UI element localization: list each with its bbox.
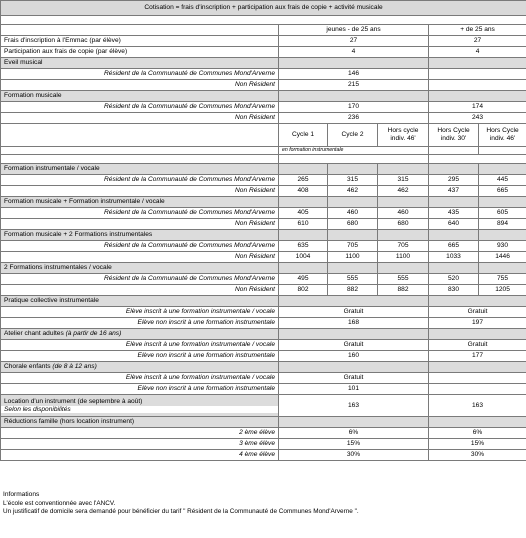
fm-nonres-plus: 243 — [429, 113, 526, 124]
value-cell: 705 — [328, 241, 378, 252]
nonresident-label: Non Résident — [1, 80, 279, 91]
copie-plus: 4 — [429, 47, 526, 58]
value-cell: 610 — [279, 219, 328, 230]
nonresident-label: Non Résident — [1, 252, 279, 263]
eveil-nonres: 215 — [279, 80, 429, 91]
reductions-label: Réductions famille (hors location instrument) — [1, 417, 279, 428]
eveil-section — [1, 58, 526, 69]
location-sub: Selon les disponibilités — [1, 406, 278, 414]
age-header-row — [1, 25, 526, 36]
value-cell: 665 — [479, 186, 526, 197]
copie-jeunes: 4 — [279, 47, 429, 58]
chant-noninscrit-label: Elève non inscrit à une formation instrumentale — [1, 351, 279, 362]
chorale-noninscrit-label: Elève non inscrit à une formation instrumentale — [1, 384, 279, 395]
value-cell: 555 — [378, 274, 429, 285]
notes — [3, 491, 359, 516]
value-cell: 495 — [279, 274, 328, 285]
cycles-note-row — [1, 147, 526, 155]
instr-res-row — [1, 208, 526, 219]
resident-label: Résident de la Communauté de Communes Mond'Arverne — [1, 175, 279, 186]
frais-plus: 27 — [429, 36, 526, 47]
value-cell: 894 — [479, 219, 526, 230]
chorale-gratuit: Gratuit — [279, 373, 429, 384]
chorale-inscrit-label: Elève inscrit à une formation instrumentale / vocale — [1, 373, 279, 384]
instr-nonres-row — [1, 219, 526, 230]
value-cell: 635 — [279, 241, 328, 252]
value-cell: 1205 — [479, 285, 526, 296]
value-cell: 460 — [378, 208, 429, 219]
reduction-jeunes: 30% — [279, 450, 429, 461]
chant-gratuit-jeunes: Gratuit — [279, 340, 429, 351]
instr-nonres-row — [1, 252, 526, 263]
resident-label: Résident de la Communauté de Communes Mond'Arverne — [1, 274, 279, 285]
chorale-note: (de 8 à 12 ans) — [52, 363, 97, 371]
instr-nonres-row — [1, 186, 526, 197]
reduction-label: 2 ème élève — [1, 428, 279, 439]
nonresident-label: Non Résident — [1, 285, 279, 296]
instr-section — [1, 230, 526, 241]
location-plus: 163 — [429, 395, 526, 417]
pratique-noninscrit-row — [1, 318, 526, 329]
value-cell: 520 — [429, 274, 479, 285]
value-cell: 680 — [378, 219, 429, 230]
instr-label: Formation musicale + Formation instrumentale / vocale — [1, 197, 279, 208]
reduction-plus: 15% — [429, 439, 526, 450]
value-cell: 462 — [328, 186, 378, 197]
instr-res-row — [1, 241, 526, 252]
value-cell: 1033 — [429, 252, 479, 263]
pratique-inscrit-row — [1, 307, 526, 318]
chant-jeunes: 160 — [279, 351, 429, 362]
reduction-jeunes: 6% — [279, 428, 429, 439]
value-cell: 295 — [429, 175, 479, 186]
reduction-plus: 30% — [429, 450, 526, 461]
reduction-label: 3 ème élève — [1, 439, 279, 450]
value-cell: 802 — [279, 285, 328, 296]
chant-gratuit-plus: Gratuit — [429, 340, 526, 351]
location-row — [1, 395, 526, 417]
reduction-row — [1, 450, 526, 461]
value-cell: 460 — [328, 208, 378, 219]
hc46-header: Hors cycle indiv. 46' — [378, 124, 429, 147]
instr-section — [1, 197, 526, 208]
value-cell: 1100 — [328, 252, 378, 263]
instr-label: Formation instrumentale / vocale — [1, 164, 279, 175]
frais-label: Frais d'inscription à l'Emmac (par élève) — [1, 36, 279, 47]
pratique-gratuit-jeunes: Gratuit — [279, 307, 429, 318]
chorale-section — [1, 362, 526, 373]
frais-jeunes: 27 — [279, 36, 429, 47]
value-cell: 445 — [479, 175, 526, 186]
copie-row — [1, 47, 526, 58]
fm-res-jeunes: 170 — [279, 102, 429, 113]
chorale-jeunes: 101 — [279, 384, 429, 395]
eveil-nonres-row — [1, 80, 526, 91]
value-cell: 605 — [479, 208, 526, 219]
fm-res-row — [1, 102, 526, 113]
fm-res-plus: 174 — [429, 102, 526, 113]
notes-line1: L'école est conventionnée avec l'ANCV. — [3, 499, 116, 507]
notes-title: Informations — [3, 491, 40, 498]
instr-section — [1, 263, 526, 274]
value-cell: 665 — [429, 241, 479, 252]
pratique-gratuit-plus: Gratuit — [429, 307, 526, 318]
chorale-inscrit-row — [1, 373, 526, 384]
chant-noninscrit-row — [1, 351, 526, 362]
value-cell: 555 — [328, 274, 378, 285]
header-jeunes: jeunes - de 25 ans — [279, 25, 429, 36]
copie-label: Participation aux frais de copie (par élève) — [1, 47, 279, 58]
instr-res-row — [1, 175, 526, 186]
value-cell: 315 — [378, 175, 429, 186]
chorale-label: Chorale enfants — [4, 363, 51, 371]
value-cell: 640 — [429, 219, 479, 230]
reduction-plus: 6% — [429, 428, 526, 439]
pratique-section — [1, 296, 526, 307]
page-title: Cotisation = frais d'inscription + participation aux frais de copie + activité musicale — [1, 1, 526, 16]
chant-inscrit-row — [1, 340, 526, 351]
reduction-row — [1, 428, 526, 439]
value-cell: 315 — [328, 175, 378, 186]
value-cell: 1004 — [279, 252, 328, 263]
value-cell: 462 — [378, 186, 429, 197]
eveil-res-row — [1, 69, 526, 80]
chant-section — [1, 329, 526, 340]
value-cell: 408 — [279, 186, 328, 197]
value-cell: 435 — [429, 208, 479, 219]
resident-label: Résident de la Communauté de Communes Mond'Arverne — [1, 241, 279, 252]
value-cell: 930 — [479, 241, 526, 252]
chant-note: (à partir de 16 ans) — [65, 330, 122, 338]
nonresident-label: Non Résident — [1, 186, 279, 197]
instr-res-row — [1, 274, 526, 285]
cycles-note: en formation instrumentale — [279, 147, 429, 155]
reductions-section — [1, 417, 526, 428]
value-cell: 437 — [429, 186, 479, 197]
header-plus: + de 25 ans — [429, 25, 526, 36]
pratique-label: Pratique collective instrumentale — [1, 296, 279, 307]
pratique-noninscrit-label: Elève non inscrit à une formation instrumentale — [1, 318, 279, 329]
reduction-row — [1, 439, 526, 450]
value-cell: 680 — [328, 219, 378, 230]
value-cell: 705 — [378, 241, 429, 252]
notes-line2: Un justificatif de domicile sera demandé pour bénéficier du tarif " Résident de la Communauté de Communes Mond'Arverne ". — [3, 507, 359, 515]
value-cell: 882 — [378, 285, 429, 296]
title-row — [1, 1, 526, 16]
location-jeunes: 163 — [279, 395, 429, 417]
value-cell: 405 — [279, 208, 328, 219]
hc46b-header: Hors Cycle indiv. 46' — [479, 124, 526, 147]
cycle2-header: Cycle 2 — [328, 124, 378, 147]
fm-label: Formation musicale — [1, 91, 279, 102]
value-cell: 265 — [279, 175, 328, 186]
pratique-jeunes: 168 — [279, 318, 429, 329]
value-cell: 1446 — [479, 252, 526, 263]
pratique-inscrit-label: Elève inscrit à une formation instrumentale / vocale — [1, 307, 279, 318]
reduction-label: 4 ème élève — [1, 450, 279, 461]
value-cell: 830 — [429, 285, 479, 296]
instr-label: Formation musicale + 2 Formations instrumentales — [1, 230, 279, 241]
value-cell: 1100 — [378, 252, 429, 263]
instr-nonres-row — [1, 285, 526, 296]
resident-label: Résident de la Communauté de Communes Mond'Arverne — [1, 102, 279, 113]
chant-label: Atelier chant adultes — [4, 330, 64, 338]
eveil-label: Eveil musical — [1, 58, 279, 69]
fm-section — [1, 91, 526, 102]
frais-row — [1, 36, 526, 47]
hc30-header: Hors Cycle indiv. 30' — [429, 124, 479, 147]
fm-nonres-jeunes: 236 — [279, 113, 429, 124]
location-label: Location d'un instrument (de septembre à août) — [4, 397, 143, 405]
value-cell: 755 — [479, 274, 526, 285]
chorale-noninscrit-row — [1, 384, 526, 395]
value-cell: 882 — [328, 285, 378, 296]
resident-label: Résident de la Communauté de Communes Mond'Arverne — [1, 69, 279, 80]
nonresident-label: Non Résident — [1, 219, 279, 230]
resident-label: Résident de la Communauté de Communes Mond'Arverne — [1, 208, 279, 219]
fm-nonres-row — [1, 113, 526, 124]
pratique-plus: 197 — [429, 318, 526, 329]
chant-plus: 177 — [429, 351, 526, 362]
instr-label: 2 Formations instrumentales / vocale — [1, 263, 279, 274]
nonresident-label: Non Résident — [1, 113, 279, 124]
cycles-header-row — [1, 124, 526, 147]
chant-inscrit-label: Elève inscrit à une formation instrumentale / vocale — [1, 340, 279, 351]
reduction-jeunes: 15% — [279, 439, 429, 450]
instr-section — [1, 164, 526, 175]
eveil-res: 146 — [279, 69, 429, 80]
cycle1-header: Cycle 1 — [279, 124, 328, 147]
